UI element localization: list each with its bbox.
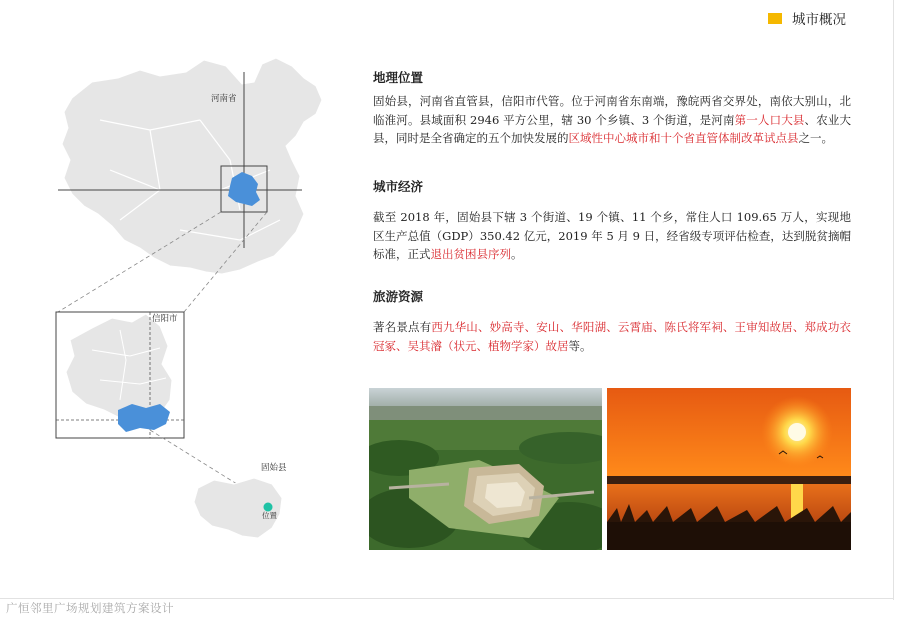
geography-highlight-2: 区域性中心城市和十个省直管体制改革试点县 xyxy=(568,131,799,145)
geography-paragraph xyxy=(373,92,851,148)
section-header xyxy=(768,8,846,28)
photo-lake-sunset xyxy=(607,388,851,550)
label-location: 位置 xyxy=(262,511,277,520)
economy-highlight-1: 退出贫困县序列 xyxy=(430,247,511,261)
geography-highlight-1: 第一人口大县 xyxy=(734,112,805,127)
geography-title: 地理位置 xyxy=(373,70,424,85)
geography-text-3: 之一。 xyxy=(798,131,833,145)
label-county: 固始县 xyxy=(261,463,287,473)
tourism-text-2: 等。 xyxy=(568,338,592,353)
geography-text-1: 固始县，河南省直管县，信阳市代管。位于河南省东南端，豫皖两省交界处，南依大别山，北临淮河。县域面积 2946 平方公里，辖 30 个乡镇、3 个街道，是河南 xyxy=(373,94,851,127)
header-accent-square xyxy=(768,13,782,24)
economy-title: 城市经济 xyxy=(373,179,424,194)
label-province: 河南省 xyxy=(211,94,237,104)
tourism-text-1: 著名景点有 xyxy=(373,320,432,334)
economy-text-2: 。 xyxy=(511,247,523,261)
economy-paragraph xyxy=(373,208,851,264)
right-border-line xyxy=(893,0,894,600)
label-city: 信阳市 xyxy=(152,314,178,324)
economy-text-1: 截至 2018 年，固始县下辖 3 个街道、19 个镇、11 个乡，常住人口 109.65 万人，实现地区生产总值（GDP）350.42 亿元，2019 年 5 月 9 日，经省级专项评估检查，达到脱贫摘帽标准，正式 xyxy=(373,210,851,261)
location-map-graphic xyxy=(0,0,360,560)
header-title: 城市概况 xyxy=(792,12,846,28)
china-map xyxy=(62,58,322,274)
tourism-title: 旅游资源 xyxy=(373,289,424,304)
footer-text: 广恒邻里广场规划建筑方案设计 xyxy=(6,601,174,615)
tourism-highlight-1: 西九华山、妙高寺、安山、华阳湖、云霄庙、陈氏将军祠、王审知故居、郑成功衣冠冢、吴其濬（状元、植物学家）故居 xyxy=(373,320,851,353)
geography-text-2: 、农业大县，同时是全省确定的五个加快发展的 xyxy=(373,112,852,145)
xinyang-city-highlight xyxy=(118,404,170,432)
tourism-paragraph xyxy=(373,318,851,355)
footer-divider xyxy=(0,598,894,599)
photo-aerial-tomb xyxy=(369,388,602,550)
